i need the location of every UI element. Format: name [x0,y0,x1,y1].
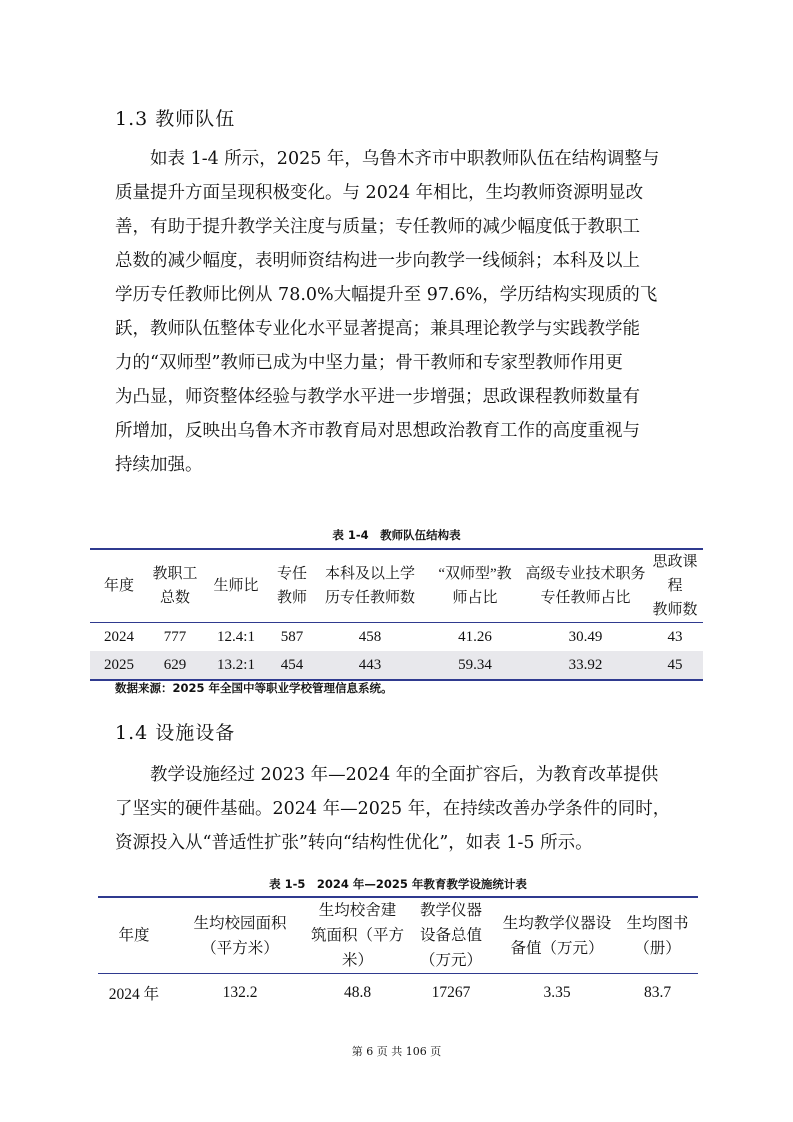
table-cell: 33.92 [568,656,603,673]
table-cell: 83.7 [643,984,672,1001]
table-1-4-source: 数据来源：2025 年全国中等职业学校管理信息系统。 [115,681,393,695]
column-header-line: 生均教学仪器设 [502,914,612,932]
column-header-line: 筑面积（平方 [310,927,404,944]
column-header-line: 教职工 [152,566,198,582]
column-header-line: 米） [341,952,373,969]
table-cell: 12.4:1 [217,628,255,645]
paragraph-1-4 [115,758,685,860]
table-1-5-header-row [98,897,698,974]
table-1-5-caption: 表 1-5 2024 年—2025 年教育教学设施统计表 [269,877,527,891]
column-header [405,897,497,974]
column-header [90,549,148,623]
table-row [90,651,703,680]
table-cell: 13.2:1 [217,656,255,673]
table-row [90,623,703,652]
paragraph-line: 力的“双师型”教师已成为中坚力量；骨干教师和专家型教师作用更 [115,353,623,373]
table-cell: 17267 [431,984,471,1001]
table-1-4 [90,548,703,681]
column-header [148,549,202,623]
paragraph-line: 为凸显，师资整体经验与教学水平进一步增强；思政课程教师数量有 [115,387,640,407]
paragraph-line: 学历专任教师比例从 78.0%大幅提升至 97.6%，学历结构实现质的飞 [115,285,658,305]
table-cell: 59.34 [458,656,492,673]
column-header [524,549,647,623]
column-header [310,897,405,974]
column-header-line: （万元） [419,952,482,969]
table-cell: 48.8 [343,984,372,1001]
page-footer: 第 6 页 共 106 页 [351,1045,442,1058]
paragraph-line: 跃，教师队伍整体专业化水平显著提高；兼具理论教学与实践教学能 [115,319,640,339]
column-header [426,549,524,623]
column-header-line: 生师比 [213,578,259,594]
column-header-line: 师占比 [452,590,498,606]
table-cell: 443 [358,656,382,673]
table-cell: 30.49 [568,628,603,645]
table-row [98,974,698,1013]
table-cell: 2024 年 [108,986,160,1003]
column-header [170,897,310,974]
table-cell: 587 [280,628,304,645]
section-heading-1-3: 1.3 教师队伍 [115,108,236,130]
column-header-line: 生均校舍建 [318,902,397,919]
table-cell: 41.26 [458,628,492,645]
column-header [314,549,426,623]
table-cell: 458 [358,628,382,645]
table-cell: 454 [280,656,304,673]
column-header-line: 教师数 [652,602,698,618]
paragraph-line: 教学设施经过 2023 年—2024 年的全面扩容后，为教育改革提供 [150,765,659,785]
column-header-line: 生均图书 [626,914,689,932]
paragraph-line: 如表 1-4 所示，2025 年，乌鲁木齐市中职教师队伍在结构调整与 [150,149,660,169]
column-header [98,897,170,974]
column-header-line: 专任 [276,566,307,582]
table-cell: 132.2 [222,984,258,1001]
column-header-line: 设备总值 [419,927,482,944]
column-header-line: 专任教师占比 [540,590,631,606]
column-header-line: 高级专业技术职务 [525,566,646,582]
table-1-4-caption: 表 1-4 教师队伍结构表 [332,528,461,542]
column-header-line: 备值（万元） [510,939,604,957]
column-header-line: “双师型”教 [438,566,512,582]
table-cell: 43 [667,628,683,645]
column-header [497,897,617,974]
paragraph-line: 质量提升方面呈现积极变化。与 2024 年相比，生均教师资源明显改 [115,183,644,203]
column-header [202,549,270,623]
paragraph-1-3 [115,142,685,482]
table-cell: 2024 [104,628,134,645]
table-cell: 45 [667,656,683,673]
column-header-line: 总数 [159,590,190,606]
paragraph-line: 持续加强。 [115,455,203,475]
table-cell: 629 [163,656,187,673]
column-header-line: 年度 [118,927,150,944]
paragraph-line: 了坚实的硬件基础。2024 年—2025 年，在持续改善办学条件的同时， [115,799,671,819]
table-cell: 2025 [104,656,134,673]
column-header-line: 历专任教师数 [324,590,415,606]
table-cell: 777 [163,628,187,645]
table-cell: 3.35 [543,984,571,1001]
paragraph-line: 资源投入从“普适性扩张”转向“结构性优化”，如表 1-5 所示。 [115,833,593,853]
table-1-5 [98,896,698,1012]
column-header-line: 本科及以上学 [324,566,415,582]
column-header-line: （平方米） [201,939,279,957]
column-header-line: 教学仪器 [419,902,482,919]
paragraph-line: 善，有助于提升教学关注度与质量；专任教师的减少幅度低于教职工 [115,217,640,237]
paragraph-line: 所增加，反映出乌鲁木齐市教育局对思想政治教育工作的高度重视与 [115,421,640,441]
table-1-4-header-row [90,549,703,623]
paragraph-line: 总数的减少幅度，表明师资结构进一步向教学一线倾斜；本科及以上 [115,251,640,271]
column-header-line: 思政课程 [652,554,698,594]
column-header [647,549,703,623]
section-heading-1-4: 1.4 设施设备 [115,722,236,744]
column-header [270,549,314,623]
column-header-line: （册） [634,939,681,957]
column-header-line: 生均校园面积 [193,914,287,932]
column-header-line: 教师 [276,590,307,606]
column-header [617,897,698,974]
column-header-line: 年度 [103,578,134,594]
